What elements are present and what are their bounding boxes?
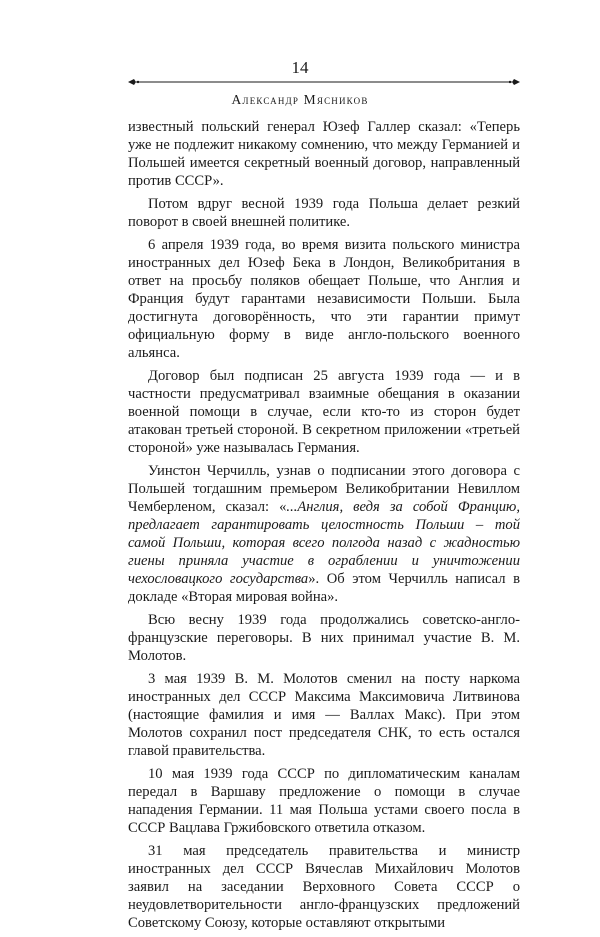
paragraph-text: Уинстон Черчилль, узнав о подписании этого договора с Польшей тогдашним премьером Великобритании Невиллом Чемберленом, сказал: « [128, 463, 520, 515]
paragraph-text: 31 мая председатель правительства и министр иностранных дел СССР Вячеслав Михайлович Молотов заявил на заседании Верховного Совета СССР о неудовлетворительности англо-французских предложений Советскому Союзу, которые оставляют открытыми [128, 843, 520, 931]
header-ornament-rule [128, 75, 520, 89]
paragraph [128, 611, 520, 665]
paragraph [128, 462, 520, 606]
quote-italic-text: ...Англия, ведя за собой Францию, предлагает гарантировать целостность Польши – той самой Польши, которая всего полгода назад с жадностью гиены приняла участие в ограблении и уничтожении чехословацкого государства [128, 499, 520, 587]
body-text [128, 118, 520, 937]
paragraph-text: Потом вдруг весной 1939 года Польша делает резкий поворот в своей внешней политике. [128, 196, 520, 230]
paragraph [128, 842, 520, 932]
paragraph-text: известный польский генерал Юзеф Галлер сказал: «Теперь уже не подлежит никакому сомнению, что между Германией и Польшей имеется секретный военный договор, направленный против СССР». [128, 119, 520, 189]
paragraph [128, 670, 520, 760]
paragraph [128, 367, 520, 457]
paragraph-text: ». Об этом Черчилль написал в докладе «Вторая мировая война». [128, 571, 520, 605]
paragraph-text: Договор был подписан 25 августа 1939 года — и в частности предусматривал взаимные обещания в оказании военной помощи в случае, если кто-то из сторон будет атакован третьей стороной. В секретном приложении «третьей стороной» уже называлась Германия. [128, 368, 520, 456]
paragraph [128, 765, 520, 837]
paragraph-text: 6 апреля 1939 года, во время визита польского министра иностранных дел Юзеф Бека в Лондон, Великобритания в ответ на просьбу поляков обещает Польше, что Англия и Франция будут гарантами независимости Польши. Была достигнута договорённость, что эти гарантии примут официальную форму в виде англо-польского военного альянса. [128, 237, 520, 361]
paragraph-text: 10 мая 1939 года СССР по дипломатическим каналам передал в Варшаву предложение о помощи в случае нападения Германии. 11 мая Польша устами своего посла в СССР Вацлава Гржибовского ответила отказом. [128, 766, 520, 836]
page-number: 14 [291, 58, 309, 77]
paragraph [128, 118, 520, 190]
paragraph-text: 3 мая 1939 В. М. Молотов сменил на посту наркома иностранных дел СССР Максима Максимовича Литвинова (настоящие фамилия и имя — Валлах Макс). При этом Молотов сохранил пост председателя СНК, то есть остался главой правительства. [128, 671, 520, 759]
paragraph [128, 236, 520, 362]
running-head-author: Александр Мясников [231, 92, 369, 107]
paragraph [128, 195, 520, 231]
paragraph-text: Всю весну 1939 года продолжались советско-англо-французские переговоры. В них принимал участие В. М. Молотов. [128, 612, 520, 664]
